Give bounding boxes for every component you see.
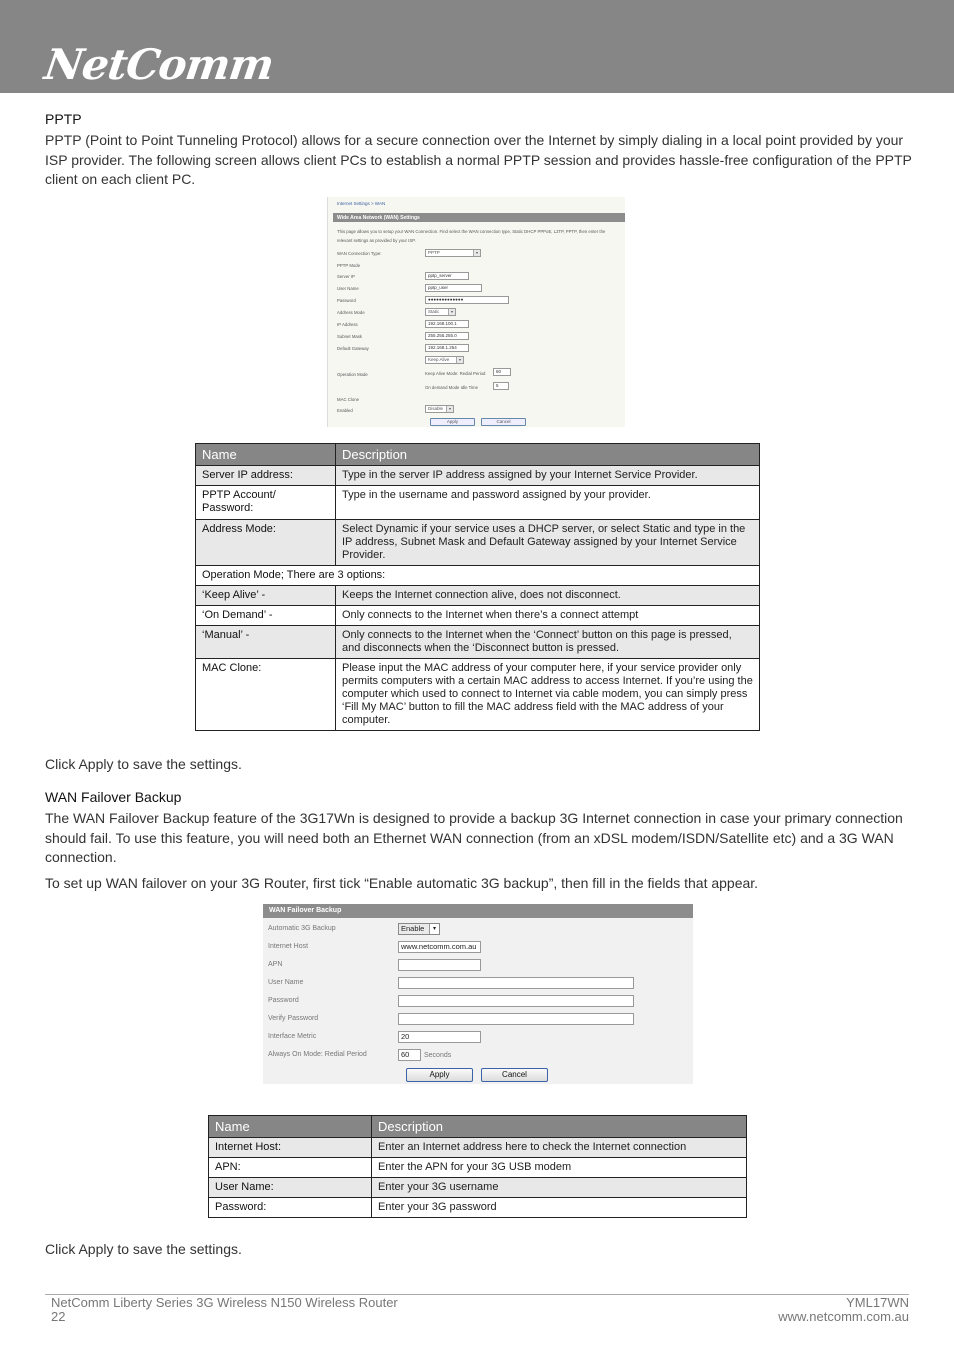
operation-mode-select[interactable]: Keep Alive ▾ bbox=[425, 356, 464, 364]
row-description: Keeps the Internet connection alive, does not disconnect. bbox=[336, 586, 760, 606]
row-description: Please input the MAC address of your computer here, if your service provider only permits computers with a certain MAC address to access Internet. If you’re using the computer which used to connect to Internet via cable modem, you can simply press ‘Fill My MAC’ button to fill the MAC address field with the MAC address of your computer. bbox=[336, 659, 760, 731]
conn-type-label: WAN Connection Type: bbox=[337, 251, 382, 256]
table-header-row bbox=[196, 444, 760, 466]
redial-period-input[interactable]: 60 bbox=[493, 368, 511, 376]
col-name-header: Name bbox=[209, 1116, 372, 1138]
row-name: Password: bbox=[209, 1198, 372, 1218]
gateway-input[interactable]: 192.168.1.254 bbox=[425, 344, 469, 352]
redial-period-input[interactable]: 60 bbox=[398, 1049, 421, 1061]
cancel-button[interactable]: Cancel bbox=[481, 1068, 548, 1082]
table-row bbox=[209, 1158, 747, 1178]
internet-host-input[interactable]: www.netcomm.com.au bbox=[398, 941, 481, 953]
pptp-intro: PPTP (Point to Point Tunneling Protocol) allows for a secure connection over the Internet by simply dialing in a local point provided by your ISP provider. The following screen allows client PCs to establish a normal PPTP session and provides hassle-free configuration of the PPTP client on each client PC. bbox=[45, 132, 912, 187]
address-mode-label: Address Mode bbox=[337, 310, 365, 315]
footer-product: NetComm Liberty Series 3G Wireless N150 Wireless Router bbox=[51, 1295, 398, 1310]
failover-para1: The WAN Failover Backup feature of the 3G17Wn is designed to provide a backup 3G Internet connection in case your primary connection should fail. To use this feature, you will need both an Ethernet WAN connection (from an xDSL modem/ISDN/Satellite etc) and a 3G WAN connection. bbox=[45, 810, 903, 865]
pptp-description-table bbox=[195, 443, 760, 731]
apn-input[interactable] bbox=[398, 959, 481, 971]
on-demand-label: On demand Mode Idle Time bbox=[425, 385, 479, 390]
wan-failover-title: WAN Failover Backup bbox=[263, 904, 693, 918]
table-row bbox=[209, 1198, 747, 1218]
redial-period-label: Always On Mode: Redial Period bbox=[268, 1051, 367, 1058]
table-row bbox=[209, 1138, 747, 1158]
apn-label: APN bbox=[268, 961, 283, 968]
row-name: ‘Manual’ - bbox=[196, 626, 336, 659]
footer-website: www.netcomm.com.au bbox=[778, 1309, 909, 1324]
wan-settings-intro: This page allows you to setup your WAN Connection. Find select the WAN connection type, Static DHCP PPPoE, L2TP, PPTP, then enter the relevant settings as provided by your ISP. bbox=[337, 229, 606, 243]
operation-mode-row: Operation Mode; There are 3 options: bbox=[196, 566, 760, 586]
footer-model: YML17WN bbox=[846, 1295, 909, 1310]
server-ip-label: Server IP bbox=[337, 274, 355, 279]
failover-click-apply: Click Apply to save the settings. bbox=[45, 1241, 242, 1257]
pptp-mode-section: PPTP Mode bbox=[337, 263, 361, 268]
mac-clone-section: MAC Clone bbox=[337, 397, 359, 402]
row-name: Address Mode: bbox=[196, 520, 336, 566]
table-row bbox=[196, 486, 760, 520]
table-header-row bbox=[209, 1116, 747, 1138]
row-description: Only connects to the Internet when there’s a connect attempt bbox=[336, 606, 760, 626]
row-description: Enter your 3G username bbox=[372, 1178, 747, 1198]
mac-clone-select[interactable]: Disable ▾ bbox=[425, 405, 454, 413]
user-name-input[interactable] bbox=[398, 977, 634, 989]
wan-settings-title: Wide Area Network (WAN) Settings bbox=[333, 213, 625, 222]
user-name-label: User Name bbox=[337, 286, 359, 291]
row-name: APN: bbox=[209, 1158, 372, 1178]
verify-password-input[interactable] bbox=[398, 1013, 634, 1025]
apply-button[interactable]: Apply bbox=[430, 418, 475, 426]
table-row bbox=[196, 659, 760, 731]
chevron-down-icon: ▾ bbox=[473, 250, 480, 256]
address-mode-select[interactable]: Static ▾ bbox=[425, 308, 456, 316]
gateway-label: Default Gateway bbox=[337, 346, 369, 351]
failover-heading: WAN Failover Backup bbox=[45, 789, 182, 805]
cancel-button[interactable]: Cancel bbox=[481, 418, 526, 426]
subnet-mask-input[interactable]: 255.255.255.0 bbox=[425, 332, 469, 340]
mac-clone-label: Enabled bbox=[337, 408, 353, 413]
row-description: Select Dynamic if your service uses a DHCP server, or select Static and type in the IP address, Subnet Mask and Default Gateway assigned by your Internet Service Provider. bbox=[336, 520, 760, 566]
wan-failover-screenshot bbox=[263, 904, 693, 1084]
interface-metric-input[interactable]: 20 bbox=[398, 1031, 481, 1043]
auto-backup-label: Automatic 3G Backup bbox=[268, 925, 336, 932]
table-row bbox=[209, 1178, 747, 1198]
internet-host-label: Internet Host bbox=[268, 943, 309, 950]
row-description: Only connects to the Internet when the ‘Connect’ button on this page is pressed, and disconnects when the ‘Disconnect button is pressed. bbox=[336, 626, 760, 659]
operation-mode-label: Operation Mode bbox=[337, 372, 368, 377]
chevron-down-icon: ▾ bbox=[446, 406, 453, 412]
redial-unit: Seconds bbox=[424, 1052, 452, 1059]
row-name: Server IP address: bbox=[196, 466, 336, 486]
ip-address-label: IP Address bbox=[337, 322, 358, 327]
password-label: Password bbox=[268, 997, 299, 1004]
interface-metric-label: Interface Metric bbox=[268, 1033, 317, 1040]
table-row bbox=[196, 566, 760, 586]
breadcrumb: Internet Settings > WAN bbox=[337, 201, 386, 206]
col-name-header: Name bbox=[196, 444, 336, 466]
pptp-heading: PPTP bbox=[45, 111, 82, 127]
subnet-mask-label: Subnet Mask bbox=[337, 334, 363, 339]
verify-password-label: Verify Password bbox=[268, 1015, 319, 1022]
keep-alive-label: Keep Alive Mode: Redial Period bbox=[425, 371, 486, 376]
row-name: ‘On Demand’ - bbox=[196, 606, 336, 626]
table-row bbox=[196, 520, 760, 566]
chevron-down-icon: ▾ bbox=[448, 309, 455, 315]
col-description-header: Description bbox=[336, 444, 760, 466]
chevron-down-icon: ▾ bbox=[429, 924, 439, 934]
row-description: Enter your 3G password bbox=[372, 1198, 747, 1218]
row-name: Internet Host: bbox=[209, 1138, 372, 1158]
idle-time-input[interactable]: 5 bbox=[493, 382, 509, 390]
ip-address-input[interactable]: 192.168.100.1 bbox=[425, 320, 469, 328]
apply-button[interactable]: Apply bbox=[406, 1068, 473, 1082]
row-name: MAC Clone: bbox=[196, 659, 336, 731]
header-bar bbox=[0, 0, 954, 93]
row-name: PPTP Account/ Password: bbox=[196, 486, 336, 520]
auto-backup-select[interactable]: Enable ▾ bbox=[398, 923, 440, 935]
failover-para2: To set up WAN failover on your 3G Router, first tick “Enable automatic 3G backup”, then fill in the fields that appear. bbox=[45, 875, 759, 891]
user-name-input[interactable]: pptp_user bbox=[425, 284, 482, 292]
netcomm-logo: NetComm bbox=[41, 40, 277, 89]
footer-page-number: 22 bbox=[51, 1309, 66, 1324]
table-row bbox=[196, 606, 760, 626]
row-name: User Name: bbox=[209, 1178, 372, 1198]
row-name: ‘Keep Alive’ - bbox=[196, 586, 336, 606]
pptp-settings-screenshot bbox=[327, 197, 625, 427]
table-row bbox=[196, 586, 760, 606]
row-description: Enter an Internet address here to check the Internet connection bbox=[372, 1138, 747, 1158]
chevron-down-icon: ▾ bbox=[456, 357, 463, 363]
server-ip-input[interactable]: pptp_server bbox=[425, 272, 469, 280]
password-label: Password bbox=[337, 298, 356, 303]
conn-type-select[interactable]: PPTP ▾ bbox=[425, 249, 481, 257]
col-description-header: Description bbox=[372, 1116, 747, 1138]
failover-description-table bbox=[208, 1115, 747, 1218]
row-description: Type in the username and password assigned by your provider. bbox=[336, 486, 760, 520]
row-description: Enter the APN for your 3G USB modem bbox=[372, 1158, 747, 1178]
password-input[interactable]: ●●●●●●●●●●●●● bbox=[425, 296, 509, 304]
user-name-label: User Name bbox=[268, 979, 304, 986]
table-row bbox=[196, 466, 760, 486]
row-description: Type in the server IP address assigned by your Internet Service Provider. bbox=[336, 466, 760, 486]
password-input[interactable] bbox=[398, 995, 634, 1007]
pptp-click-apply: Click Apply to save the settings. bbox=[45, 756, 242, 772]
table-row bbox=[196, 626, 760, 659]
